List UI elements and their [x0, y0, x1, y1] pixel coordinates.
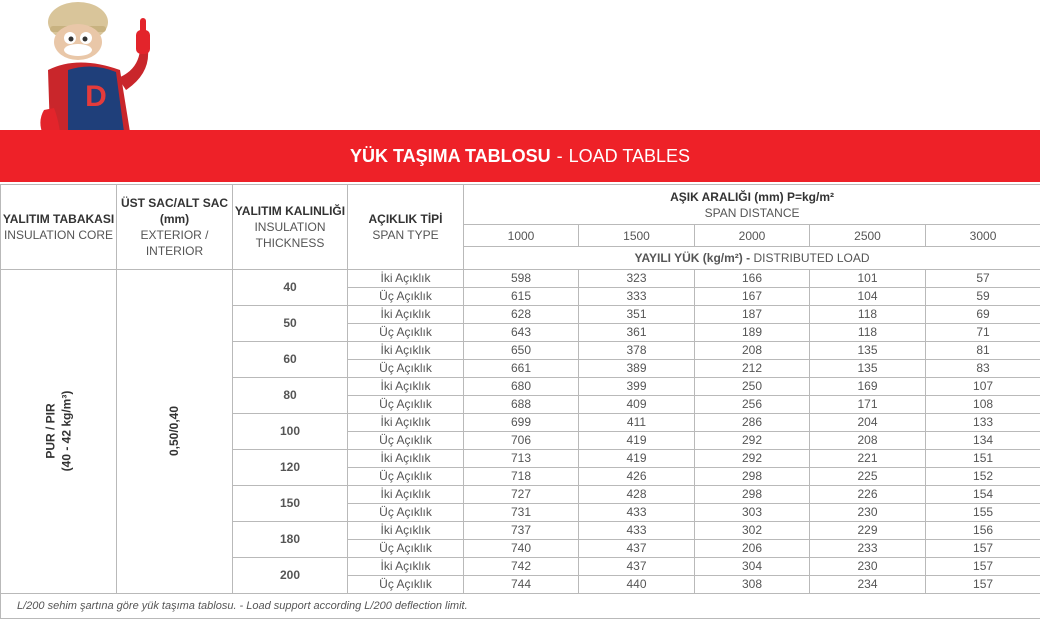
load-value-cell: 718 [464, 468, 579, 486]
load-value-cell: 229 [810, 522, 926, 540]
load-value-cell: 101 [810, 270, 926, 288]
load-value-cell: 226 [810, 486, 926, 504]
load-value-cell: 152 [926, 468, 1040, 486]
span-type-cell: İki Açıklık [348, 306, 464, 324]
load-value-cell: 428 [579, 486, 695, 504]
span-header: 1000 [464, 225, 579, 247]
span-header: 1500 [579, 225, 695, 247]
load-value-cell: 731 [464, 504, 579, 522]
load-value-cell: 740 [464, 540, 579, 558]
load-value-cell: 135 [810, 360, 926, 378]
load-value-cell: 134 [926, 432, 1040, 450]
load-value-cell: 171 [810, 396, 926, 414]
span-header: 3000 [926, 225, 1040, 247]
header-span-distance: AŞIK ARALIĞI (mm) P=kg/m² SPAN DISTANCE [464, 185, 1040, 225]
load-value-cell: 426 [579, 468, 695, 486]
load-value-cell: 234 [810, 576, 926, 594]
load-value-cell: 304 [695, 558, 810, 576]
load-value-cell: 208 [695, 342, 810, 360]
span-type-cell: Üç Açıklık [348, 288, 464, 306]
span-type-cell: Üç Açıklık [348, 540, 464, 558]
load-table [0, 184, 1040, 619]
header-insulation-thickness: YALITIM KALINLIĞI INSULATION THICKNESS [233, 185, 348, 270]
load-value-cell: 437 [579, 558, 695, 576]
thickness-cell: 40 [233, 270, 348, 306]
title-english: LOAD TABLES [568, 145, 691, 166]
load-value-cell: 225 [810, 468, 926, 486]
load-value-cell: 615 [464, 288, 579, 306]
load-value-cell: 230 [810, 504, 926, 522]
load-value-cell: 59 [926, 288, 1040, 306]
span-type-cell: Üç Açıklık [348, 396, 464, 414]
span-type-cell: İki Açıklık [348, 342, 464, 360]
span-type-cell: İki Açıklık [348, 414, 464, 432]
load-value-cell: 699 [464, 414, 579, 432]
header-distributed-load: YAYILI YÜK (kg/m²) - DISTRIBUTED LOAD [464, 247, 1040, 270]
load-value-cell: 688 [464, 396, 579, 414]
load-value-cell: 680 [464, 378, 579, 396]
load-value-cell: 399 [579, 378, 695, 396]
thickness-cell: 150 [233, 486, 348, 522]
load-value-cell: 154 [926, 486, 1040, 504]
load-value-cell: 378 [579, 342, 695, 360]
header-sheet-thickness: ÜST SAC/ALT SAC (mm) EXTERIOR / INTERIOR [117, 185, 233, 270]
span-type-cell: Üç Açıklık [348, 432, 464, 450]
load-value-cell: 107 [926, 378, 1040, 396]
load-value-cell: 233 [810, 540, 926, 558]
load-value-cell: 643 [464, 324, 579, 342]
load-value-cell: 151 [926, 450, 1040, 468]
footnote: L/200 sehim şartına göre yük taşıma tablosu. - Load support according L/200 deflection limit. [1, 594, 1040, 619]
load-value-cell: 742 [464, 558, 579, 576]
load-value-cell: 437 [579, 540, 695, 558]
page-title-banner [0, 130, 1040, 182]
load-value-cell: 433 [579, 504, 695, 522]
mascot-illustration [20, 0, 170, 132]
span-type-cell: İki Açıklık [348, 522, 464, 540]
load-value-cell: 135 [810, 342, 926, 360]
load-value-cell: 104 [810, 288, 926, 306]
load-value-cell: 628 [464, 306, 579, 324]
load-value-cell: 351 [579, 306, 695, 324]
thickness-cell: 100 [233, 414, 348, 450]
load-value-cell: 713 [464, 450, 579, 468]
thickness-cell: 200 [233, 558, 348, 594]
load-value-cell: 661 [464, 360, 579, 378]
insulation-core-cell [1, 270, 117, 594]
load-value-cell: 156 [926, 522, 1040, 540]
title-separator: - [556, 145, 563, 166]
load-value-cell: 166 [695, 270, 810, 288]
load-value-cell: 256 [695, 396, 810, 414]
load-value-cell: 411 [579, 414, 695, 432]
load-value-cell: 133 [926, 414, 1040, 432]
load-value-cell: 81 [926, 342, 1040, 360]
load-value-cell: 298 [695, 486, 810, 504]
load-value-cell: 250 [695, 378, 810, 396]
span-type-cell: Üç Açıklık [348, 576, 464, 594]
load-value-cell: 298 [695, 468, 810, 486]
load-value-cell: 409 [579, 396, 695, 414]
load-value-cell: 157 [926, 540, 1040, 558]
core-material: PUR / PIR [43, 403, 58, 459]
load-value-cell: 230 [810, 558, 926, 576]
span-type-cell: İki Açıklık [348, 486, 464, 504]
load-value-cell: 389 [579, 360, 695, 378]
load-value-cell: 419 [579, 450, 695, 468]
load-value-cell: 71 [926, 324, 1040, 342]
load-value-cell: 83 [926, 360, 1040, 378]
load-value-cell: 118 [810, 306, 926, 324]
load-value-cell: 204 [810, 414, 926, 432]
span-type-cell: İki Açıklık [348, 450, 464, 468]
load-value-cell: 303 [695, 504, 810, 522]
load-value-cell: 706 [464, 432, 579, 450]
span-type-cell: İki Açıklık [348, 378, 464, 396]
span-type-cell: Üç Açıklık [348, 468, 464, 486]
load-value-cell: 744 [464, 576, 579, 594]
title-turkish: YÜK TAŞIMA TABLOSU [349, 145, 551, 166]
load-value-cell: 167 [695, 288, 810, 306]
load-value-cell: 187 [695, 306, 810, 324]
mascot-letter: D [85, 80, 107, 113]
load-value-cell: 650 [464, 342, 579, 360]
load-value-cell: 118 [810, 324, 926, 342]
header-insulation-core: YALITIM TABAKASI INSULATION CORE [1, 185, 117, 270]
span-type-cell: İki Açıklık [348, 558, 464, 576]
load-value-cell: 212 [695, 360, 810, 378]
load-value-cell: 206 [695, 540, 810, 558]
load-value-cell: 333 [579, 288, 695, 306]
span-header: 2000 [695, 225, 810, 247]
load-value-cell: 169 [810, 378, 926, 396]
span-type-cell: Üç Açıklık [348, 324, 464, 342]
load-value-cell: 57 [926, 270, 1040, 288]
thickness-cell: 50 [233, 306, 348, 342]
load-value-cell: 157 [926, 558, 1040, 576]
load-value-cell: 69 [926, 306, 1040, 324]
load-value-cell: 727 [464, 486, 579, 504]
table-row [1, 270, 1040, 288]
load-value-cell: 292 [695, 432, 810, 450]
load-value-cell: 323 [579, 270, 695, 288]
load-value-cell: 302 [695, 522, 810, 540]
span-type-cell: Üç Açıklık [348, 504, 464, 522]
load-value-cell: 598 [464, 270, 579, 288]
thickness-cell: 80 [233, 378, 348, 414]
load-value-cell: 286 [695, 414, 810, 432]
load-value-cell: 221 [810, 450, 926, 468]
load-value-cell: 308 [695, 576, 810, 594]
thickness-cell: 60 [233, 342, 348, 378]
load-value-cell: 292 [695, 450, 810, 468]
load-value-cell: 361 [579, 324, 695, 342]
load-value-cell: 419 [579, 432, 695, 450]
thickness-cell: 180 [233, 522, 348, 558]
header-span-type: AÇIKLIK TİPİ SPAN TYPE [348, 185, 464, 270]
thickness-cell: 120 [233, 450, 348, 486]
sheet-thickness-cell: 0,50/0,40 [117, 270, 233, 594]
span-type-cell: Üç Açıklık [348, 360, 464, 378]
span-type-cell: İki Açıklık [348, 270, 464, 288]
load-value-cell: 433 [579, 522, 695, 540]
load-value-cell: 208 [810, 432, 926, 450]
load-value-cell: 737 [464, 522, 579, 540]
load-value-cell: 157 [926, 576, 1040, 594]
span-header: 2500 [810, 225, 926, 247]
load-value-cell: 155 [926, 504, 1040, 522]
load-value-cell: 440 [579, 576, 695, 594]
load-value-cell: 108 [926, 396, 1040, 414]
core-density: (40 - 42 kg/m³) [59, 390, 74, 472]
load-value-cell: 189 [695, 324, 810, 342]
